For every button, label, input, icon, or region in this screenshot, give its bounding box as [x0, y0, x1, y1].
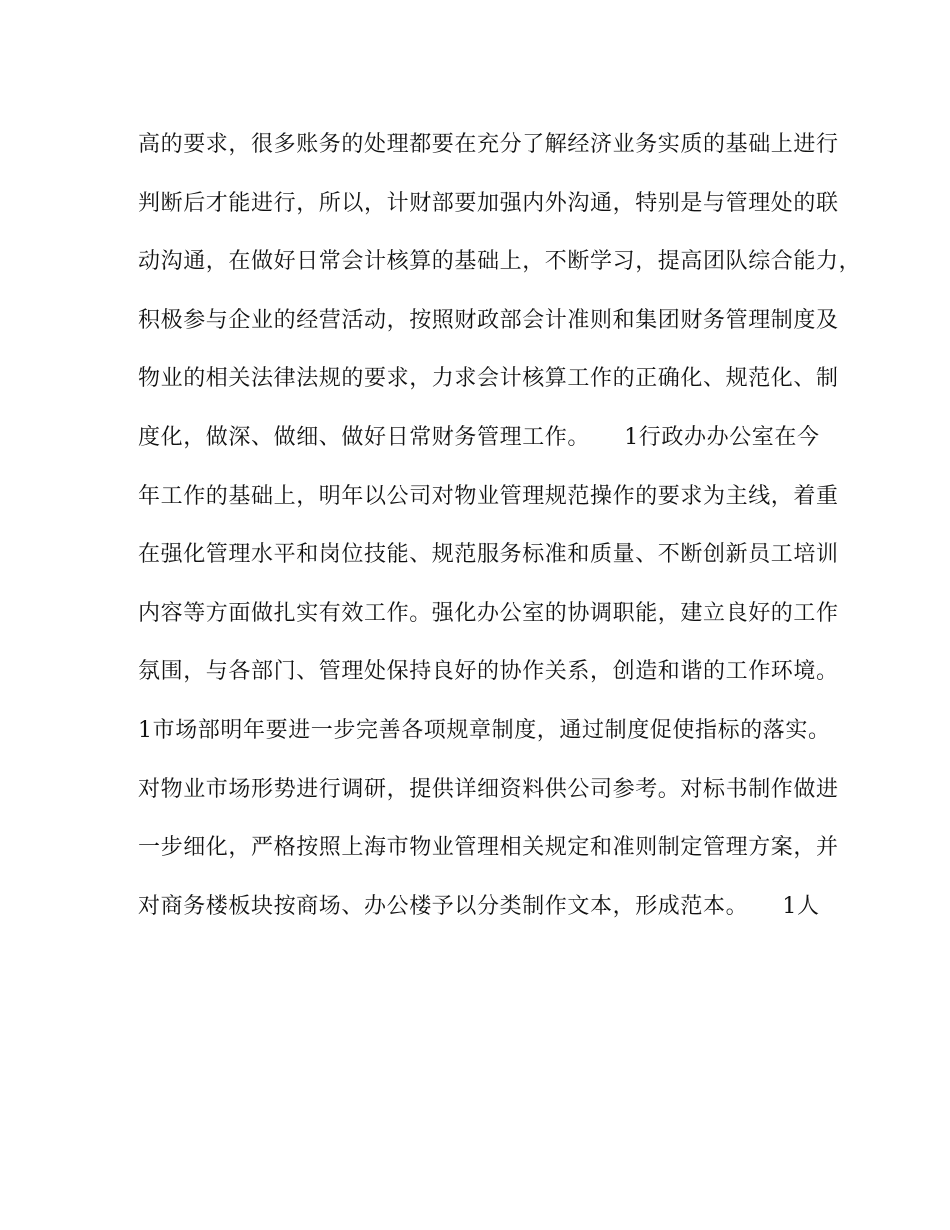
text-line: 高的要求，很多账务的处理都要在充分了解经济业务实质的基础上进行: [138, 132, 839, 157]
text-line: 度化，做深、做细、做好日常财务管理工作。 1行政办办公室在今: [138, 424, 820, 450]
text-line: 积极参与企业的经营活动，按照财政部会计准则和集团财务管理制度及: [138, 307, 839, 333]
text-line: 年工作的基础上，明年以公司对物业管理规范操作的要求为主线，着重: [138, 483, 839, 509]
text-line: 内容等方面做扎实有效工作。强化办公室的协调职能，建立良好的工作: [138, 600, 839, 626]
text-line: 动沟通，在做好日常会计核算的基础上，不断学习，提高团队综合能力，: [138, 249, 862, 275]
text-line: 对商务楼板块按商场、办公楼予以分类制作文本，形成范本。 1人: [138, 893, 820, 919]
text-line: 在强化管理水平和岗位技能、规范服务标准和质量、不断创新员工培训: [138, 542, 839, 568]
text-line: 判断后才能进行，所以，计财部要加强内外沟通，特别是与管理处的联: [138, 190, 839, 216]
text-line: 对物业市场形势进行调研，提供详细资料供公司参考。对标书制作做进: [138, 776, 839, 802]
text-line: 1市场部明年要进一步完善各项规章制度，通过制度促使指标的落实。: [138, 717, 831, 743]
text-line: 氛围，与各部门、管理处保持良好的协作关系，创造和谐的工作环境。: [138, 659, 839, 685]
text-line: 一步细化，严格按照上海市物业管理相关规定和准则制定管理方案，并: [138, 835, 839, 861]
text-line: 物业的相关法律法规的要求，力求会计核算工作的正确化、规范化、制: [138, 366, 839, 392]
body-text: [138, 120, 862, 940]
